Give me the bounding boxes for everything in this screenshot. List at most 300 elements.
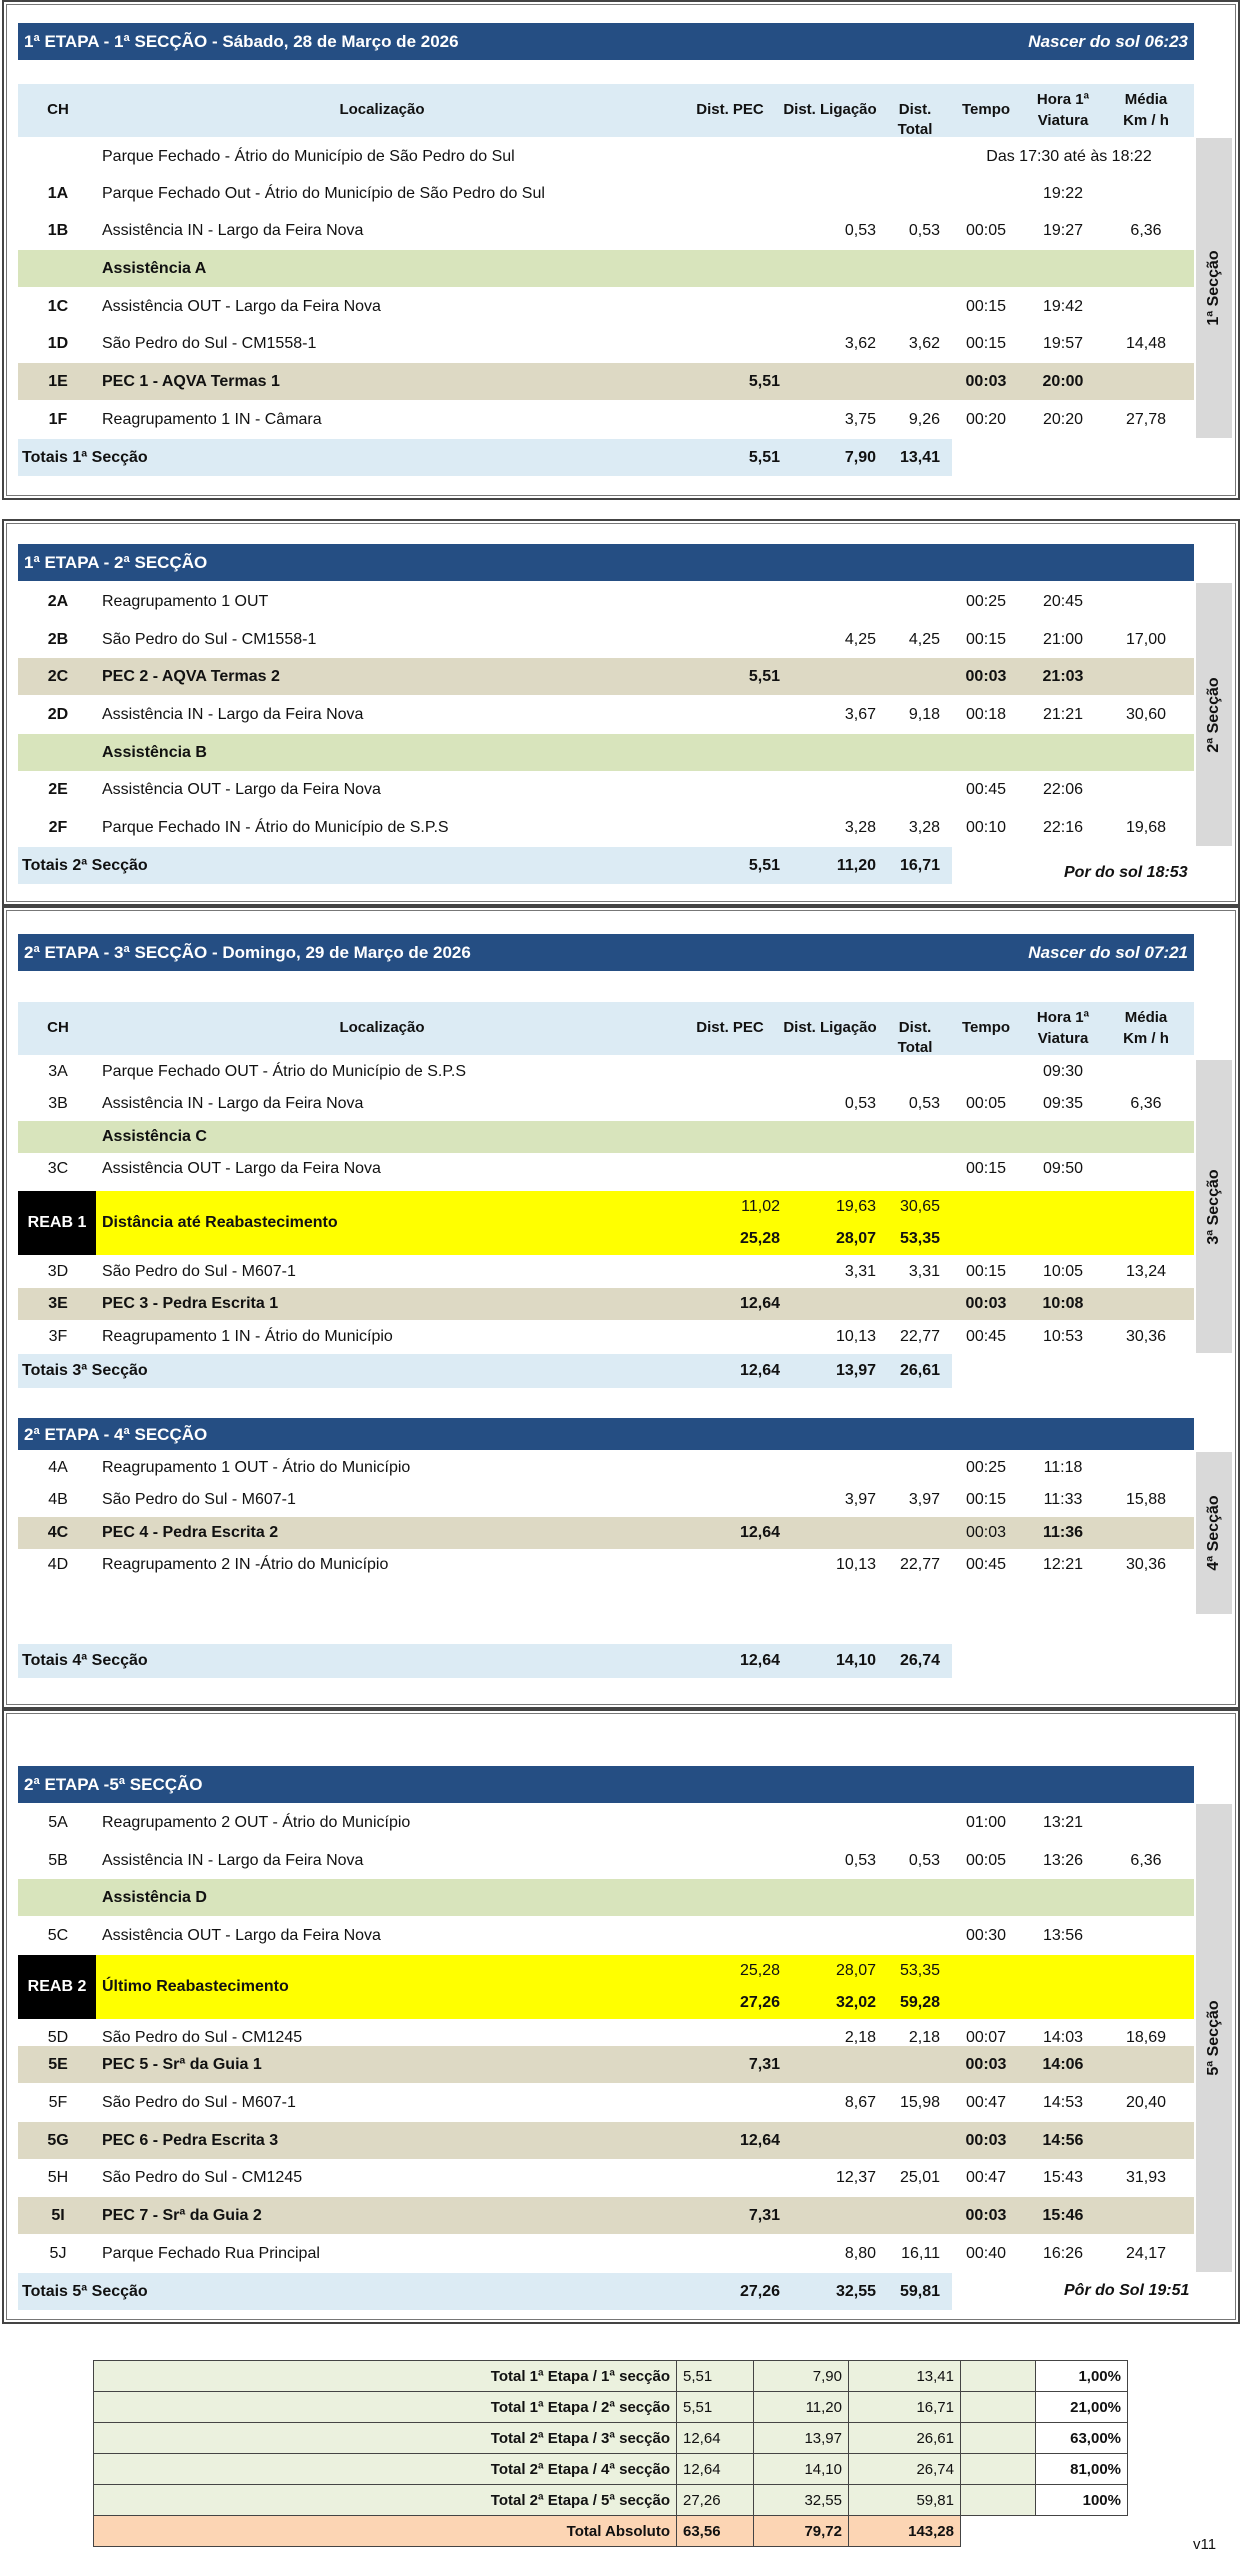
cell-hora: 14:56 [1042,2132,1084,2149]
table-row [18,771,1194,808]
col-media-1: Média [1124,1009,1168,1026]
section-5 [2,1709,1240,2324]
cell-tempo: 00:03 [965,1295,1007,1312]
refuel-row [18,1191,1194,1255]
table-row [18,1153,1194,1185]
cell-ch: 5D [47,2029,69,2046]
summary-pec: 12,64 [677,2454,754,2485]
cell-tempo: 00:05 [965,1852,1007,1869]
cell-loc: Assistência OUT - Largo da Feira Nova [102,1927,381,1944]
cell-pec: 5,51 [748,668,780,685]
cell-loc: Assistência OUT - Largo da Feira Nova [102,781,381,798]
cell-ch: 5I [51,2207,65,2224]
table-row [18,1842,1194,1879]
col-tempo: Tempo [961,1019,1011,1036]
cell-ch: 5B [48,1852,68,1869]
cell-pec: 12,64 [739,1524,780,1541]
total-label: Totais 4ª Secção [22,1652,148,1669]
cell-ch: 4B [48,1491,68,1508]
section-title: 2ª ETAPA - 4ª SECÇÃO [24,1425,208,1444]
cell-lig: 12,37 [835,2169,876,2186]
total-tot: 13,41 [899,449,940,466]
section-side-label [1196,1452,1232,1614]
summary-label: Total 2ª Etapa / 4ª secção [94,2454,677,2485]
cell-ch: 5J [49,2245,67,2262]
section-title: 1ª ETAPA - 2ª SECÇÃO [24,553,208,572]
cell-tempo: 00:05 [965,1095,1007,1112]
cell-loc: Parque Fechado Rua Principal [102,2245,320,2262]
col-lig: Dist. Ligação [783,1019,877,1036]
cell-loc: Último Reabastecimento [102,1978,289,1995]
cell-hora: 19:22 [1042,185,1084,202]
table-row [18,696,1194,733]
total-pec: 5,51 [748,449,780,466]
cell-tempo: 00:15 [965,298,1007,315]
side-label-text: 2ª Secção [1205,676,1222,753]
cell-tempo: 00:15 [965,335,1007,352]
cell-hora: 20:00 [1042,373,1084,390]
cell-ch: 5A [48,1814,68,1831]
summary-tot: 26,74 [849,2454,961,2485]
cell-ch: 3A [48,1063,68,1080]
total-lig: 32,55 [835,2283,876,2300]
cell-tempo: 00:20 [965,411,1007,428]
table-row [18,1088,1194,1120]
cell-tempo: 00:03 [965,668,1007,685]
cell-ch: 3F [48,1328,68,1345]
cell-pec: 7,31 [748,2056,780,2073]
cell-hora: 10:53 [1042,1328,1084,1345]
cell-tot: 3,28 [908,819,940,836]
summary-lig: 32,55 [754,2485,849,2516]
summary-tot: 26,61 [849,2423,961,2454]
total-tot: 26,74 [899,1652,940,1669]
col-media-2: Km / h [1123,112,1169,129]
summary-tot: 143,28 [849,2516,961,2547]
cell-ch: 1C [47,298,69,315]
sunrise-note: Nascer do sol 06:23 [1028,32,1188,51]
table-row [18,1804,1194,1841]
table-row [18,138,1194,175]
section-total-row [18,1644,952,1678]
cell-tot: 0,53 [908,222,940,239]
cell-tempo: 00:05 [965,222,1007,239]
summary-tot: 59,81 [849,2485,961,2516]
cell-media: 30,36 [1125,1328,1167,1345]
cell-loc: Assistência D [102,1889,207,1906]
pec-row [18,363,1194,400]
cell-loc: Assistência C [102,1128,207,1145]
side-label-text: 5ª Secção [1205,2000,1222,2076]
summary-percent: 1,00% [1036,2361,1128,2392]
cell-loc: Parque Fechado - Átrio do Município de São Pedro do Sul [102,148,515,165]
cell-loc: PEC 6 - Pedra Escrita 3 [102,2132,279,2149]
cell-ch: 5G [47,2132,69,2149]
cell-ch: 5F [48,2094,68,2111]
cell-tempo: 00:30 [965,1927,1007,1944]
section-2 [2,519,1240,906]
cell-lig: 3,28 [844,819,876,836]
cell-loc: São Pedro do Sul - CM1245 [102,2029,303,2046]
cell-pec: 25,28 [739,1962,780,1979]
cell-pec: 12,64 [739,1295,780,1312]
cell-schedule: Das 17:30 até às 18:22 [986,148,1152,165]
cell-loc: PEC 3 - Pedra Escrita 1 [102,1295,279,1312]
cell-tempo: 00:03 [965,2207,1007,2224]
col-hora-1: Hora 1ª [1036,1009,1090,1026]
assistance-row [18,1121,1194,1153]
cell-lig: 3,75 [844,411,876,428]
cell-tempo: 00:10 [965,819,1007,836]
cell-pec: 12,64 [739,2132,780,2149]
summary-lig: 11,20 [754,2392,849,2423]
table-row [18,1321,1194,1353]
total-tot: 59,81 [899,2283,940,2300]
cell-loc: Distância até Reabastecimento [102,1214,338,1231]
cell-hora: 21:21 [1042,706,1084,723]
summary-row [94,2392,1128,2423]
cell-loc: Parque Fechado Out - Átrio do Município de São Pedro do Sul [102,185,545,202]
section-3-4 [2,906,1240,1709]
col-pec: Dist. PEC [696,1019,764,1036]
cell-pec: 7,31 [748,2207,780,2224]
cell-ch: 2E [48,781,68,798]
cell-loc: PEC 4 - Pedra Escrita 2 [102,1524,279,1541]
cell-ch: 2A [47,593,69,610]
cell-hora: 13:56 [1042,1927,1084,1944]
cell-hora: 20:45 [1042,593,1084,610]
table-row [18,1256,1194,1288]
cell-lig: 3,62 [844,335,876,352]
cell-hora: 10:05 [1042,1263,1084,1280]
sunrise-note: Nascer do sol 07:21 [1028,943,1188,962]
cell-tot-acc: 59,28 [899,1994,940,2011]
cell-tempo: 00:15 [965,1263,1007,1280]
summary-row [94,2454,1128,2485]
cell-lig: 0,53 [844,222,876,239]
cell-hora: 13:26 [1042,1852,1084,1869]
section-side-label [1196,1060,1232,1353]
cell-hora: 21:00 [1042,631,1084,648]
refuel-row [18,1955,1194,2019]
section-title: 2ª ETAPA -5ª SECÇÃO [24,1775,203,1794]
cell-ch: 1A [47,185,69,202]
cell-media: 20,40 [1125,2094,1167,2111]
cell-hora: 14:06 [1042,2056,1084,2073]
summary-percent: 63,00% [1036,2423,1128,2454]
summary-pec: 5,51 [677,2361,754,2392]
cell-ch: 1E [48,373,68,390]
cell-media: 30,60 [1125,706,1167,723]
cell-lig: 8,67 [844,2094,876,2111]
cell-tempo: 00:07 [965,2029,1007,2046]
section-total-row [18,847,952,884]
cell-loc: São Pedro do Sul - M607-1 [102,2094,296,2111]
cell-tot: 3,97 [908,1491,940,1508]
table-row [18,809,1194,846]
total-label: Totais 5ª Secção [22,2283,148,2300]
total-pec: 27,26 [739,2283,780,2300]
total-lig: 7,90 [844,449,876,466]
cell-media: 31,93 [1125,2169,1167,2186]
table-row [18,325,1194,362]
cell-tempo: 00:15 [965,1160,1007,1177]
cell-tempo: 00:45 [965,781,1007,798]
summary-percent: 21,00% [1036,2392,1128,2423]
cell-ch: 5H [47,2169,69,2186]
summary-label: Total 1ª Etapa / 1ª secção [94,2361,677,2392]
cell-media: 18,69 [1125,2029,1167,2046]
cell-media: 14,48 [1125,335,1167,352]
cell-ch: 1F [48,411,68,428]
cell-tempo: 00:40 [965,2245,1007,2262]
cell-pec-acc: 25,28 [739,1230,780,1247]
cell-lig: 4,25 [844,631,876,648]
cell-tot-acc: 53,35 [899,1230,940,1247]
cell-loc: São Pedro do Sul - CM1245 [102,2169,303,2186]
cell-tot: 16,11 [901,2245,940,2262]
assistance-row [18,250,1194,287]
table-row [18,2235,1194,2272]
summary-pec: 63,56 [677,2516,754,2547]
summary-lig: 7,90 [754,2361,849,2392]
cell-media: 27,78 [1125,411,1167,428]
pec-row [18,1288,1194,1320]
summary-pec: 5,51 [677,2392,754,2423]
cell-tempo: 00:03 [965,2056,1007,2073]
side-label-text: 1ª Secção [1205,250,1222,326]
summary-gap [961,2361,1036,2392]
cell-loc: PEC 7 - Srª da Guia 2 [102,2207,262,2224]
cell-tot: 53,35 [899,1962,940,1979]
summary-table [93,2360,1128,2547]
cell-loc: Assistência IN - Largo da Feira Nova [102,1095,364,1112]
section-total-row [18,439,952,476]
cell-loc: Assistência IN - Largo da Feira Nova [102,1852,364,1869]
table-row [18,1452,1194,1484]
cell-tot: 3,31 [908,1263,940,1280]
cell-media: 24,17 [1125,2245,1167,2262]
cell-hora: 09:35 [1042,1095,1084,1112]
total-label: Totais 3ª Secção [22,1362,148,1379]
section-2-header [18,544,1194,581]
total-pec: 12,64 [739,1652,780,1669]
cell-loc: Assistência A [102,260,207,277]
summary-tot: 13,41 [849,2361,961,2392]
cell-tempo: 00:03 [965,373,1007,390]
cell-tempo: 00:25 [965,1459,1007,1476]
cell-ch: 2F [48,819,68,836]
column-header [18,84,1194,137]
cell-lig: 0,53 [844,1095,876,1112]
table-row [18,1549,1194,1581]
side-label-text: 3ª Secção [1205,1168,1222,1245]
cell-pec: 5,51 [748,373,780,390]
total-lig: 14,10 [835,1652,876,1669]
cell-hora: 14:53 [1042,2094,1084,2111]
summary-row [94,2361,1128,2392]
cell-loc: PEC 5 - Srª da Guia 1 [102,2056,262,2073]
cell-loc: PEC 1 - AQVA Termas 1 [102,373,280,390]
section-total-row [18,1354,952,1388]
cell-hora: 11:36 [1042,1524,1084,1541]
cell-media: 15,88 [1125,1491,1167,1508]
section-title: 2ª ETAPA - 3ª SECÇÃO - Domingo, 29 de Março de 2026 [24,943,471,962]
total-pec: 5,51 [748,857,780,874]
total-tot: 16,71 [899,857,940,874]
table-row [18,2084,1194,2121]
cell-loc: Parque Fechado IN - Átrio do Município de S.P.S [102,819,449,836]
col-tot: Dist. Total [897,1019,933,1056]
col-tempo: Tempo [961,101,1011,118]
cell-tempo: 00:47 [965,2169,1007,2186]
col-ch: CH [47,101,69,118]
section-4-header [18,1418,1194,1450]
side-label-text: 4ª Secção [1205,1495,1222,1571]
cell-lig: 3,67 [844,706,876,723]
col-hora-1: Hora 1ª [1036,91,1090,108]
cell-lig: 28,07 [835,1962,876,1979]
cell-media: 6,36 [1130,222,1162,239]
summary-lig: 79,72 [754,2516,849,2547]
cell-loc: Reagrupamento 1 IN - Câmara [102,411,322,428]
cell-tempo: 00:03 [965,1524,1007,1541]
cell-tempo: 00:47 [965,2094,1007,2111]
summary-gap [961,2454,1036,2485]
cell-lig: 0,53 [844,1852,876,1869]
summary-lig: 13,97 [754,2423,849,2454]
summary-row [94,2485,1128,2516]
cell-hora: 21:03 [1042,668,1084,685]
cell-loc: Reagrupamento 2 OUT - Átrio do Município [102,1814,411,1831]
column-header [18,1002,1194,1055]
summary-gap [961,2423,1036,2454]
assistance-row [18,734,1194,771]
summary-label: Total 2ª Etapa / 5ª secção [94,2485,677,2516]
pec-row [18,2197,1194,2234]
cell-tempo: 01:00 [965,1814,1007,1831]
cell-ch: 3C [47,1160,69,1177]
table-row [18,288,1194,325]
section-3-header [18,934,1194,971]
sunset-note: Pôr do Sol 19:51 [1064,2282,1190,2299]
cell-tot: 0,53 [908,1852,940,1869]
table-row [18,583,1194,620]
pec-row [18,2046,1194,2083]
summary-lig: 14,10 [754,2454,849,2485]
cell-tempo: 00:15 [965,631,1007,648]
cell-ch: 3B [48,1095,68,1112]
cell-hora: 19:57 [1042,335,1084,352]
cell-tempo: 00:25 [965,593,1007,610]
summary-label: Total 1ª Etapa / 2ª secção [94,2392,677,2423]
col-media-1: Média [1124,91,1168,108]
section-side-label [1196,1804,1232,2272]
summary-absolute-row [94,2516,1128,2547]
cell-media: 19,68 [1125,819,1167,836]
refuel-badge: REAB 2 [18,1955,96,2019]
cell-ch: 4C [47,1524,69,1541]
cell-ch: 5C [47,1927,69,1944]
total-pec: 12,64 [739,1362,780,1379]
version-label: v11 [1193,2536,1217,2553]
section-1-header [18,23,1194,60]
cell-ch: 2B [47,631,69,648]
cell-hora: 15:46 [1042,2207,1084,2224]
total-lig: 11,20 [836,857,876,874]
section-5-header [18,1766,1194,1803]
cell-loc: Assistência OUT - Largo da Feira Nova [102,298,381,315]
total-label: Totais 1ª Secção [22,449,148,466]
cell-pec: 11,02 [741,1198,780,1215]
cell-tot: 30,65 [899,1198,940,1215]
summary-percent: 100% [1036,2485,1128,2516]
col-media-2: Km / h [1123,1030,1169,1047]
pec-row [18,1517,1194,1549]
cell-tot: 9,18 [908,706,940,723]
col-pec: Dist. PEC [696,101,764,118]
cell-tot: 3,62 [908,335,940,352]
cell-hora: 19:42 [1042,298,1084,315]
cell-loc: São Pedro do Sul - M607-1 [102,1263,296,1280]
cell-ch: 4A [48,1459,68,1476]
cell-loc: Assistência IN - Largo da Feira Nova [102,222,364,239]
summary-label: Total Absoluto [94,2516,677,2547]
cell-ch: 2D [47,706,69,723]
cell-loc: Reagrupamento 2 IN -Átrio do Município [102,1556,389,1573]
cell-loc: São Pedro do Sul - M607-1 [102,1491,296,1508]
cell-tot: 9,26 [908,411,940,428]
table-row [18,621,1194,658]
cell-ch: 1B [47,222,69,239]
table-row [18,401,1194,438]
cell-ch: 2C [47,668,69,685]
cell-lig: 8,80 [844,2245,876,2262]
summary-gap [961,2516,1036,2547]
table-row [18,175,1194,212]
summary-label: Total 2ª Etapa / 3ª secção [94,2423,677,2454]
table-row [18,212,1194,249]
col-loc: Localização [339,101,425,118]
cell-tempo: 00:45 [965,1556,1007,1573]
col-hora-2: Viatura [1037,1030,1089,1047]
refuel-badge: REAB 1 [18,1191,96,1255]
cell-media: 17,00 [1125,631,1167,648]
cell-loc: São Pedro do Sul - CM1558-1 [102,335,317,352]
col-hora-2: Viatura [1037,112,1089,129]
cell-hora: 16:26 [1042,2245,1084,2262]
cell-lig: 10,13 [835,1556,876,1573]
section-total-row [18,2273,952,2310]
summary-gap [961,2392,1036,2423]
cell-media: 6,36 [1130,1095,1162,1112]
section-side-label [1196,138,1232,438]
cell-lig: 10,13 [835,1328,876,1345]
cell-hora: 22:06 [1042,781,1084,798]
section-1 [2,0,1240,500]
cell-tot: 4,25 [908,631,940,648]
cell-hora: 15:43 [1042,2169,1084,2186]
cell-tempo: 00:15 [965,1491,1007,1508]
cell-loc: Reagrupamento 1 OUT - Átrio do Município [102,1459,411,1476]
summary-pec: 27,26 [677,2485,754,2516]
cell-hora: 09:30 [1042,1063,1084,1080]
col-tot: Dist. Total [897,101,933,138]
cell-lig: 3,31 [844,1263,876,1280]
cell-loc: Reagrupamento 1 IN - Átrio do Município [102,1328,393,1345]
summary-gap [961,2485,1036,2516]
col-loc: Localização [339,1019,425,1036]
